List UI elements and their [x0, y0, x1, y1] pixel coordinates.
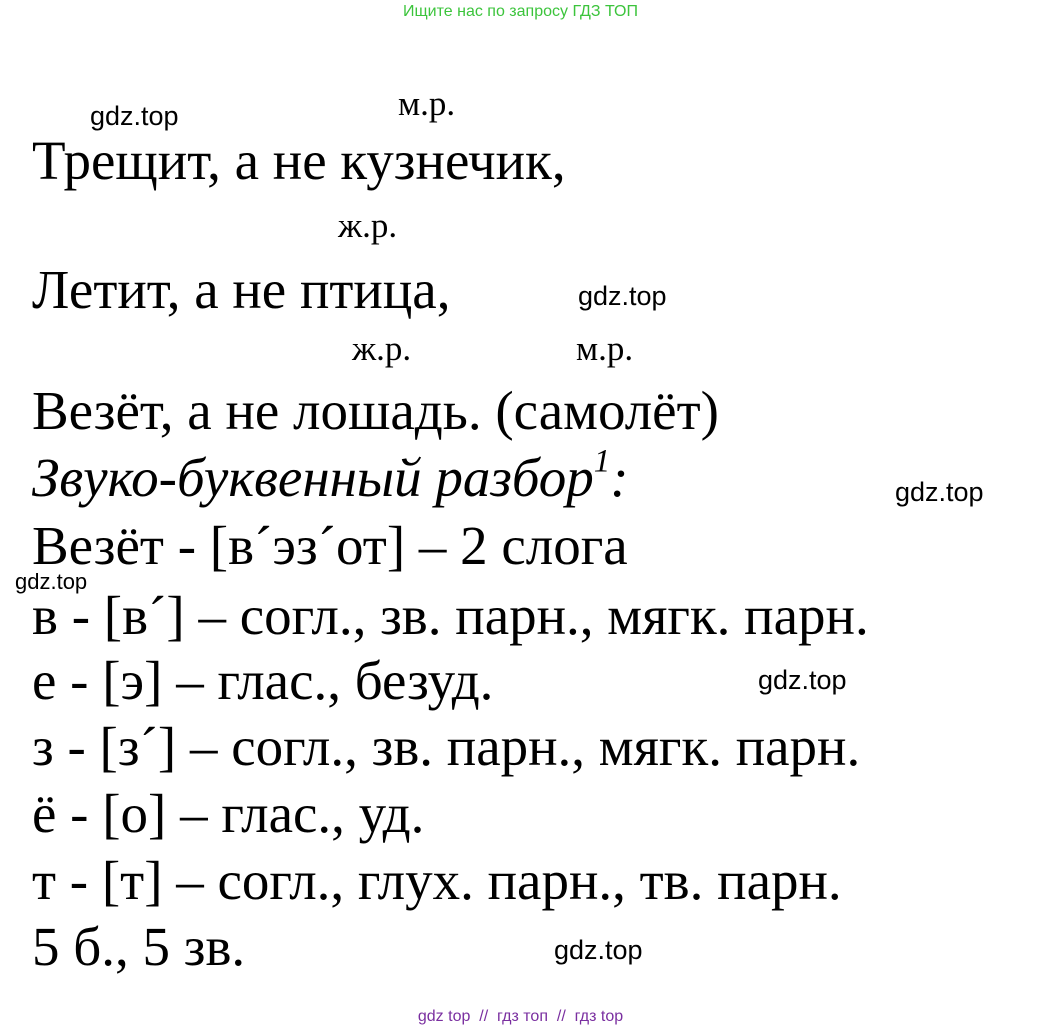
analysis-heading [32, 443, 629, 508]
gender-label-fem: ж.р. [352, 329, 412, 368]
gender-label-masc: м.р. [576, 329, 634, 368]
watermark: gdz.top [758, 665, 847, 695]
word-transcription-line: Везёт - [в´эз´от] – 2 слога [32, 515, 628, 576]
watermark: gdz.top [578, 281, 667, 311]
summary-line: 5 б., 5 зв. [32, 916, 246, 977]
watermark: gdz.top [15, 569, 88, 594]
top-banner: Ищите нас по запросу ГДЗ ТОП [403, 3, 638, 20]
analysis-heading-text: Звуко-буквенный разбор [32, 447, 594, 508]
footnote-marker: 1 [593, 443, 611, 480]
watermark: gdz.top [554, 935, 643, 965]
letter-analysis-line: з - [з´] – согл., зв. парн., мягк. парн. [32, 716, 861, 777]
letter-analysis-line: ё - [о] – глас., уд. [32, 783, 425, 844]
riddle-line: Везёт, а не лошадь. (самолёт) [32, 380, 719, 441]
gender-label-fem: ж.р. [338, 206, 398, 245]
letter-analysis-line: в - [в´] – согл., зв. парн., мягк. парн. [32, 585, 869, 646]
letter-analysis-line: е - [э] – глас., безуд. [32, 650, 494, 711]
riddle-line: Трещит, а не кузнечик, [32, 130, 566, 191]
riddle-line: Летит, а не птица, [32, 259, 451, 320]
letter-analysis-line: т - [т] – согл., глух. парн., тв. парн. [32, 850, 842, 911]
footer-links: gdz top // гдз топ // гдз top [417, 1008, 624, 1025]
watermark: gdz.top [895, 477, 984, 507]
watermark: gdz.top [90, 101, 179, 131]
gender-label-masc: м.р. [398, 84, 456, 123]
analysis-heading-colon: : [610, 447, 629, 508]
